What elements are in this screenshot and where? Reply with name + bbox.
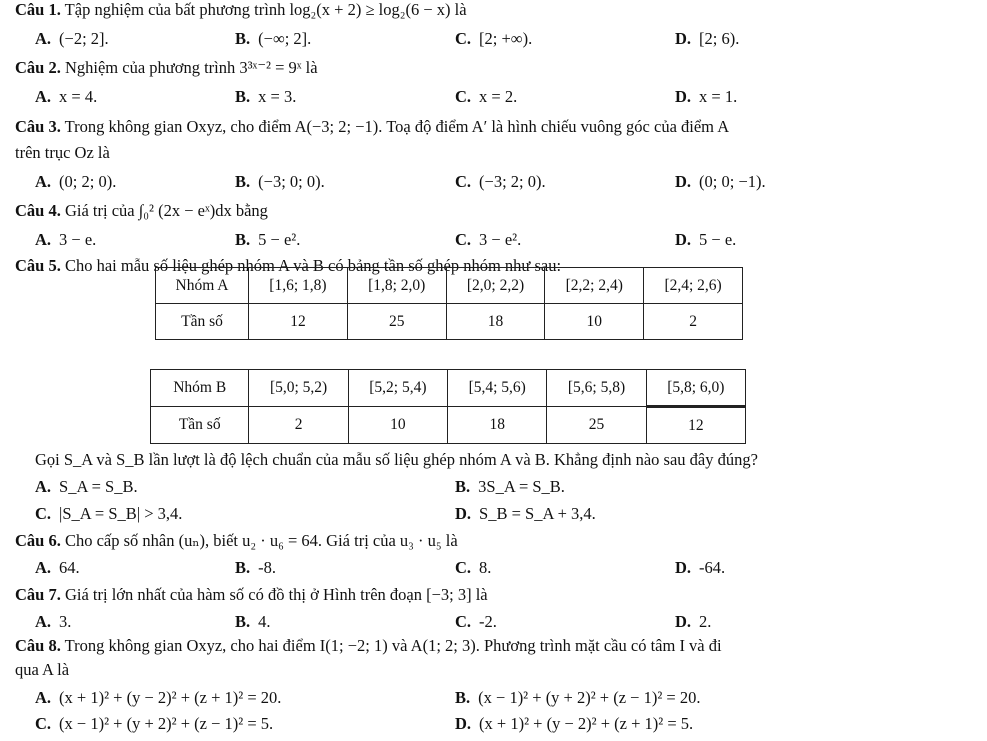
option-2c[interactable] bbox=[455, 87, 517, 107]
option-label: C. bbox=[455, 172, 472, 191]
table-cell: [5,8; 6,0) bbox=[646, 370, 745, 407]
option-text: (x + 1)² + (y − 2)² + (z + 1)² = 5. bbox=[479, 714, 694, 733]
frequency-table-a bbox=[155, 267, 743, 340]
option-text: (x − 1)² + (y + 2)² + (z − 1)² = 5. bbox=[59, 714, 274, 733]
option-label: B. bbox=[235, 87, 251, 106]
question-number: Câu 5. bbox=[15, 256, 61, 275]
option-text: x = 3. bbox=[258, 87, 297, 106]
question-5-continued: Gọi S_A và S_B lần lượt là độ lệch chuẩn của mẫu số liệu ghép nhóm A và B. Khẳng định nào sau đây đúng? bbox=[35, 450, 758, 469]
table-cell: 10 bbox=[545, 304, 644, 340]
table-cell: 12 bbox=[646, 407, 745, 444]
option-text: 3S_A = S_B. bbox=[478, 477, 565, 496]
table-row bbox=[156, 304, 743, 340]
option-2a[interactable] bbox=[35, 87, 97, 107]
option-text: 8. bbox=[479, 558, 492, 577]
option-text: x = 2. bbox=[479, 87, 518, 106]
option-text: [2; 6). bbox=[699, 29, 740, 48]
question-number: Câu 2. bbox=[15, 58, 61, 77]
option-text: (x + 1)² + (y − 2)² + (z + 1)² = 20. bbox=[59, 688, 282, 707]
option-label: A. bbox=[35, 477, 52, 496]
table-cell: 12 bbox=[249, 304, 348, 340]
table-cell: Tần số bbox=[151, 407, 249, 444]
option-label: D. bbox=[675, 558, 692, 577]
question-text: Nghiệm của phương trình 3³ˣ⁻² = 9ˣ là bbox=[64, 58, 318, 77]
table-row bbox=[151, 370, 746, 407]
option-text: S_A = S_B. bbox=[59, 477, 138, 496]
table-cell: [2,2; 2,4) bbox=[545, 268, 644, 304]
option-label: C. bbox=[455, 558, 472, 577]
option-label: B. bbox=[235, 230, 251, 249]
option-label: A. bbox=[35, 612, 52, 631]
table-cell: [5,0; 5,2) bbox=[249, 370, 348, 407]
table-cell: Nhóm A bbox=[156, 268, 249, 304]
option-text: 3 − e². bbox=[479, 230, 522, 249]
option-3c[interactable] bbox=[455, 172, 546, 192]
question-6 bbox=[15, 531, 458, 551]
option-label: C. bbox=[35, 504, 52, 523]
option-text: x = 1. bbox=[699, 87, 738, 106]
question-text: Trong không gian Oxyz, cho điểm A(−3; 2; −1). Toạ độ điểm A′ là hình chiếu vuông góc của điểm A bbox=[64, 117, 730, 136]
option-label: C. bbox=[455, 230, 472, 249]
option-text: 3. bbox=[59, 612, 72, 631]
option-5c[interactable] bbox=[35, 504, 182, 524]
question-number: Câu 8. bbox=[15, 636, 61, 655]
table-cell: [1,8; 2,0) bbox=[347, 268, 446, 304]
option-2d[interactable] bbox=[675, 87, 737, 107]
table-row bbox=[151, 407, 746, 444]
option-text: (−∞; 2]. bbox=[258, 29, 312, 48]
table-cell: 2 bbox=[249, 407, 348, 444]
question-7 bbox=[15, 585, 488, 605]
question-number: Câu 6. bbox=[15, 531, 61, 550]
option-text: (0; 2; 0). bbox=[59, 172, 117, 191]
option-text: -2. bbox=[479, 612, 497, 631]
option-6d[interactable] bbox=[675, 558, 725, 578]
option-4c[interactable] bbox=[455, 230, 521, 250]
table-cell: [2,4; 2,6) bbox=[644, 268, 743, 304]
option-3d[interactable] bbox=[675, 172, 766, 192]
option-text: (−3; 2; 0). bbox=[479, 172, 546, 191]
option-3b[interactable] bbox=[235, 172, 325, 192]
option-8a[interactable] bbox=[35, 688, 281, 708]
option-label: B. bbox=[455, 688, 471, 707]
table-cell: 10 bbox=[348, 407, 447, 444]
option-5b[interactable] bbox=[455, 477, 565, 497]
option-label: D. bbox=[455, 504, 472, 523]
option-1a[interactable] bbox=[35, 29, 109, 49]
option-label: A. bbox=[35, 29, 52, 48]
option-text: S_B = S_A + 3,4. bbox=[479, 504, 596, 523]
option-text: -8. bbox=[258, 558, 277, 577]
table-cell: [5,2; 5,4) bbox=[348, 370, 447, 407]
question-text: Tập nghiệm của bất phương trình log₂(x + 2) ≥ log₂(6 − x) là bbox=[64, 0, 467, 19]
option-4b[interactable] bbox=[235, 230, 300, 250]
option-8d[interactable] bbox=[455, 714, 693, 734]
option-label: B. bbox=[235, 172, 251, 191]
option-label: A. bbox=[35, 87, 52, 106]
question-2 bbox=[15, 58, 318, 78]
option-7d[interactable] bbox=[675, 612, 711, 632]
option-label: A. bbox=[35, 688, 52, 707]
table-cell: 25 bbox=[547, 407, 646, 444]
option-label: D. bbox=[455, 714, 472, 733]
option-text: (x − 1)² + (y + 2)² + (z − 1)² = 20. bbox=[478, 688, 701, 707]
option-6b[interactable] bbox=[235, 558, 276, 578]
table-cell: [5,4; 5,6) bbox=[448, 370, 547, 407]
option-7b[interactable] bbox=[235, 612, 271, 632]
option-label: D. bbox=[675, 612, 692, 631]
question-3 bbox=[15, 117, 729, 137]
option-6c[interactable] bbox=[455, 558, 491, 578]
option-8c[interactable] bbox=[35, 714, 273, 734]
option-label: C. bbox=[455, 87, 472, 106]
question-4 bbox=[15, 201, 268, 221]
question-3-continued: trên trục Oz là bbox=[15, 143, 110, 162]
question-text: Trong không gian Oxyz, cho hai điểm I(1; −2; 1) và A(1; 2; 3). Phương trình mặt cầu có tâm I và đi bbox=[64, 636, 722, 655]
option-label: A. bbox=[35, 558, 52, 577]
option-label: B. bbox=[455, 477, 471, 496]
option-label: C. bbox=[35, 714, 52, 733]
question-text: Cho cấp số nhân (uₙ), biết u₂ · u₆ = 64. Giá trị của u₃ · u₅ là bbox=[64, 531, 458, 550]
question-number: Câu 7. bbox=[15, 585, 61, 604]
table-cell: [5,6; 5,8) bbox=[547, 370, 646, 407]
option-label: A. bbox=[35, 172, 52, 191]
question-number: Câu 3. bbox=[15, 117, 61, 136]
question-8 bbox=[15, 636, 722, 656]
option-label: B. bbox=[235, 558, 251, 577]
question-text: Cho hai mẫu số liệu ghép nhóm A và B có bảng tần số ghép nhóm như sau: bbox=[64, 256, 562, 275]
option-5d[interactable] bbox=[455, 504, 596, 524]
option-2b[interactable] bbox=[235, 87, 296, 107]
option-text: 5 − e². bbox=[258, 230, 301, 249]
table-cell: 2 bbox=[644, 304, 743, 340]
question-1 bbox=[15, 0, 467, 20]
option-label: D. bbox=[675, 172, 692, 191]
option-text: (−3; 0; 0). bbox=[258, 172, 325, 191]
option-1c[interactable] bbox=[455, 29, 532, 49]
option-label: B. bbox=[235, 29, 251, 48]
question-number: Câu 1. bbox=[15, 0, 61, 19]
option-text: 4. bbox=[258, 612, 271, 631]
option-label: D. bbox=[675, 87, 692, 106]
option-text: |S_A = S_B| > 3,4. bbox=[59, 504, 183, 523]
option-1b[interactable] bbox=[235, 29, 311, 49]
option-label: B. bbox=[235, 612, 251, 631]
option-text: -64. bbox=[699, 558, 726, 577]
table-cell: 18 bbox=[446, 304, 545, 340]
table-cell: 18 bbox=[448, 407, 547, 444]
question-text: Giá trị của ∫₀² (2x − eˣ)dx bằng bbox=[64, 201, 268, 220]
option-7c[interactable] bbox=[455, 612, 497, 632]
option-label: D. bbox=[675, 29, 692, 48]
frequency-table-b bbox=[150, 369, 746, 444]
question-8-continued: qua A là bbox=[15, 660, 70, 679]
question-text: Giá trị lớn nhất của hàm số có đồ thị ở Hình trên đoạn [−3; 3] là bbox=[64, 585, 488, 604]
option-label: A. bbox=[35, 230, 52, 249]
option-4d[interactable] bbox=[675, 230, 736, 250]
table-cell: [2,0; 2,2) bbox=[446, 268, 545, 304]
option-text: x = 4. bbox=[59, 87, 98, 106]
table-cell: Nhóm B bbox=[151, 370, 249, 407]
option-text: 2. bbox=[699, 612, 712, 631]
option-8b[interactable] bbox=[455, 688, 700, 708]
option-4a[interactable] bbox=[35, 230, 96, 250]
option-text: 5 − e. bbox=[699, 230, 737, 249]
option-text: 64. bbox=[59, 558, 80, 577]
option-label: C. bbox=[455, 29, 472, 48]
table-cell: [1,6; 1,8) bbox=[249, 268, 348, 304]
table-cell: Tần số bbox=[156, 304, 249, 340]
table-cell: 25 bbox=[347, 304, 446, 340]
question-number: Câu 4. bbox=[15, 201, 61, 220]
option-7a[interactable] bbox=[35, 612, 71, 632]
option-3a[interactable] bbox=[35, 172, 116, 192]
option-label: C. bbox=[455, 612, 472, 631]
option-5a[interactable] bbox=[35, 477, 138, 497]
option-text: [2; +∞). bbox=[479, 29, 533, 48]
option-label: D. bbox=[675, 230, 692, 249]
option-text: (−2; 2]. bbox=[59, 29, 109, 48]
option-1d[interactable] bbox=[675, 29, 739, 49]
option-text: 3 − e. bbox=[59, 230, 97, 249]
table-row bbox=[156, 268, 743, 304]
option-text: (0; 0; −1). bbox=[699, 172, 766, 191]
option-6a[interactable] bbox=[35, 558, 80, 578]
